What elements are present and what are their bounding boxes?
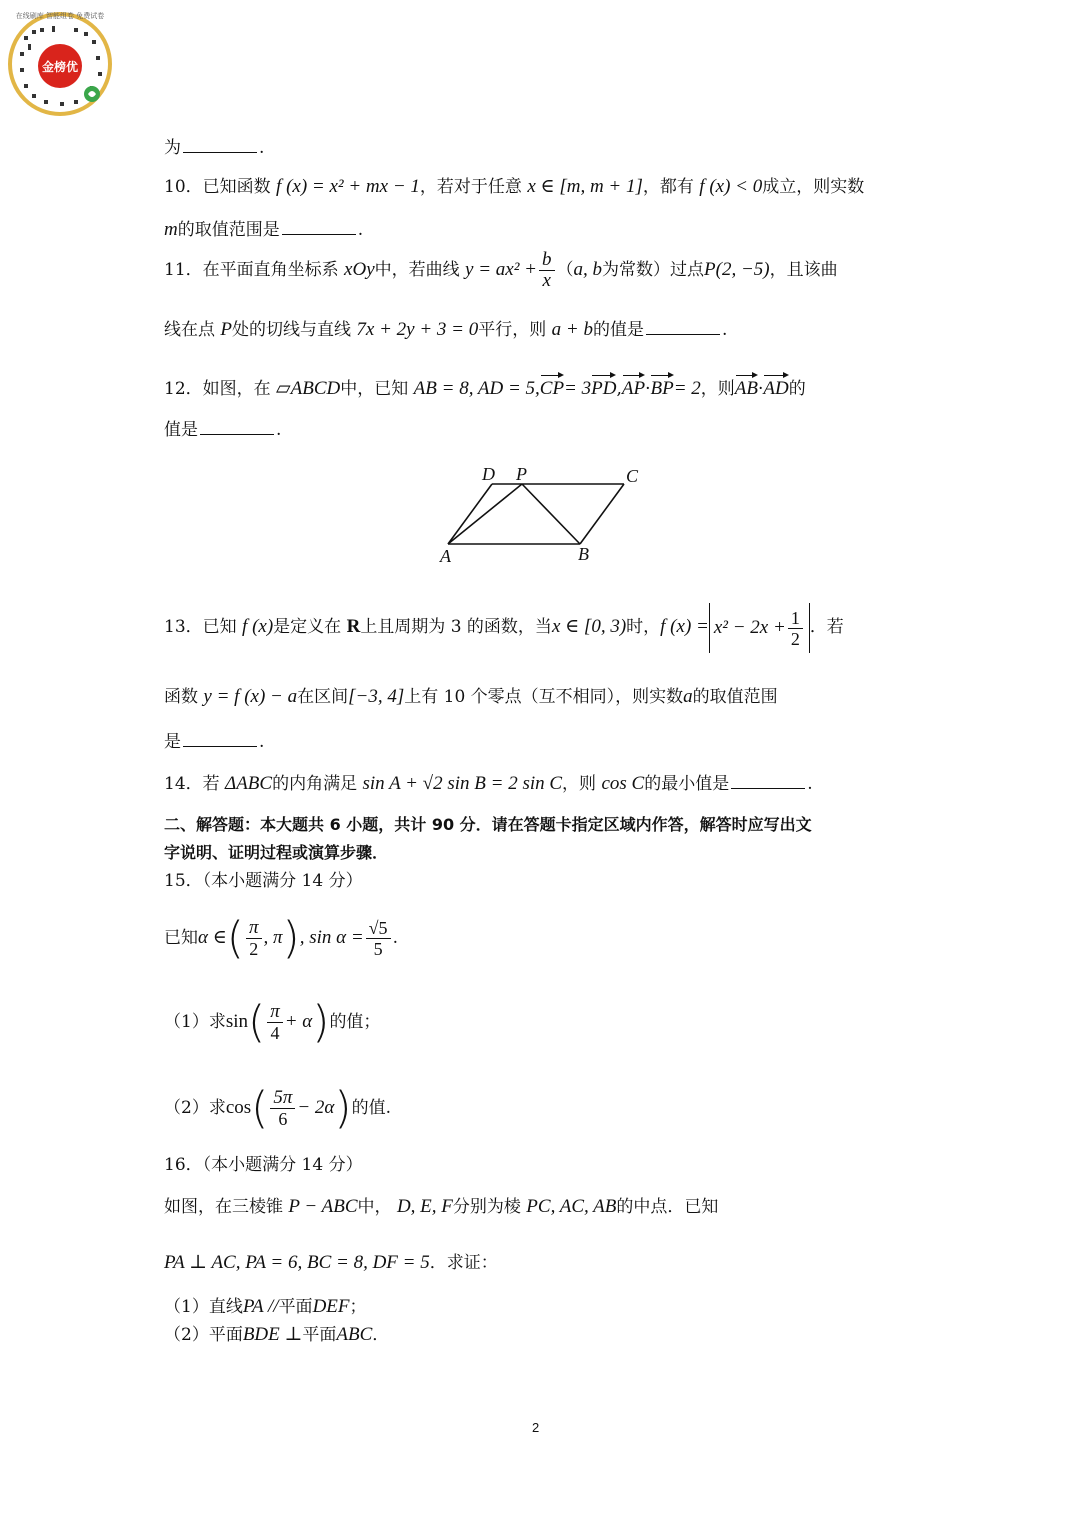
question-14: 14．若 ΔABC的内角满足 sin A + √2 sin B = 2 sin C，则 cos C的最小值是 . <box>164 773 813 794</box>
question-16: 如图，在三棱锥 P − ABC中， D, E, F分别为棱 PC, AC, AB的中点．已知 <box>164 1196 719 1217</box>
edge-BC <box>580 484 624 544</box>
question-12-cont: 值是 . <box>164 420 282 440</box>
question-13-cont2: 是 . <box>164 732 265 752</box>
answer-blank[interactable] <box>731 772 805 789</box>
parallelogram-figure <box>430 462 660 572</box>
logo-ring-text: 在线刷库 智能组卷 免费试卷 <box>15 12 105 20</box>
question-16-part2: （2）平面BDE ⊥平面ABC． <box>164 1324 390 1345</box>
logo-brand-text: 金榜优 <box>41 60 79 74</box>
question-15-part2: （2）求cos( $\frac{5\pi}{6}$ − 2α)的值. <box>164 1082 391 1134</box>
segment-PB <box>522 484 580 544</box>
page-number: 2 <box>532 1420 540 1435</box>
label-D: D <box>482 464 495 484</box>
fraction-b-over-x: $\frac{b}{x}$ <box>539 250 555 291</box>
label-B: B <box>578 544 589 564</box>
question-10-cont: m的取值范围是 . <box>164 219 364 240</box>
question-11: 11．在平面直角坐标系 xOy中，若曲线 y = ax² + $\frac{b}{x}$ （a, b为常数）过点P(2, −5)，且该曲 <box>164 249 838 291</box>
section-2-heading-cont: 字说明、证明过程或演算步骤． <box>164 843 389 862</box>
answer-blank[interactable] <box>282 218 356 235</box>
line-q9-tail: 为 . <box>164 138 265 158</box>
question-10: 10．已知函数 f (x) = x² + mx − 1，若对于任意 x ∈ [m, m + 1]，都有 f (x) < 0成立，则实数 <box>164 176 865 197</box>
label-P: P <box>516 464 527 484</box>
label-C: C <box>626 466 639 486</box>
question-11-cont: 线在点 P处的切线与直线 7x + 2y + 3 = 0平行，则 a + b的值是 . <box>164 319 728 340</box>
question-12: 12．如图，在 ▱ABCD中，已知 AB = 8, AD = 5,CP= 3PD,AP·BP= 2，则AB·AD的 <box>164 372 806 400</box>
answer-blank[interactable] <box>646 318 720 335</box>
label-A: A <box>440 546 451 566</box>
question-13-cont: 函数 y = f (x) − a在区间[−3, 4]上有 10 个零点（互不相同），则实数a的取值范围 <box>164 686 778 707</box>
question-16-part1: （1）直线PA //平面DEF； <box>164 1296 367 1317</box>
question-16-cond: PA ⊥ AC, PA = 6, BC = 8, DF = 5．求证： <box>164 1252 498 1273</box>
question-15-given: 已知α ∈( $\frac{\pi}{2}$ , π), sin α = $\frac{√5}{5}$ . <box>164 912 398 964</box>
brand-logo-qr <box>6 6 114 118</box>
question-15-part1: （1）求sin( $\frac{\pi}{4}$ + α)的值； <box>164 996 381 1048</box>
question-15-title: 15．（本小题满分 14 分） <box>164 871 363 891</box>
absolute-value: x² − 2x + $\frac{1}{2}$ <box>709 603 810 653</box>
answer-blank[interactable] <box>183 136 257 153</box>
question-13: 13．已知 f (x)是定义在 R上且周期为 3 的函数，当x ∈ [0, 3)时，f (x) = x² − 2x + $\frac{1}{2}$ ．若 <box>164 600 844 654</box>
question-16-title: 16．（本小题满分 14 分） <box>164 1155 363 1175</box>
section-2-heading: 二、解答题：本大题共 6 小题，共计 90 分．请在答题卡指定区域内作答，解答时应写出文 <box>164 815 812 834</box>
answer-blank[interactable] <box>183 730 257 747</box>
answer-blank[interactable] <box>200 418 274 435</box>
